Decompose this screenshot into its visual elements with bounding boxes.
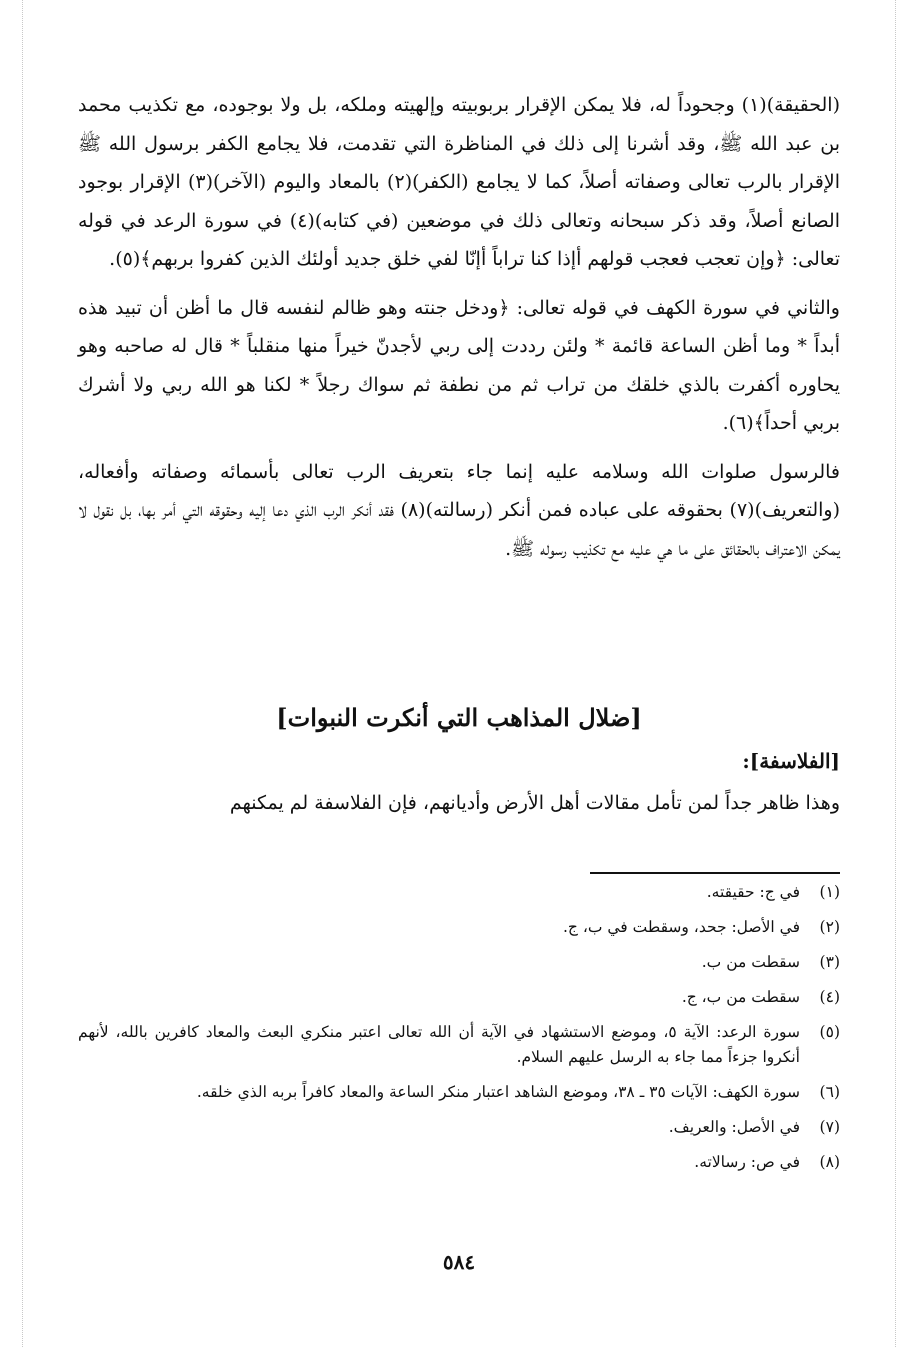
footnote-7 [78,1115,840,1140]
paragraph-2: والثاني في سورة الكهف في قوله تعالى: ﴿ودخل جنته وهو ظالم لنفسه قال ما أظن أن تبيد هذه أبداً * وما أظن الساعة قائمة * ولئن رددت إلى ربي لأجدنّ خيراً منها منقلباً * قال له صاحبه وهو يحاوره أكفرت بالذي خلقك من تراب ثم من نطفة ثم سواك رجلاً * لكنا هو الله ربي ولا أشرك بربي أحداً﴾(٦). [78,296,840,434]
margin-dotted-line-right [895,0,896,1347]
footnote-number: (٥) [819,1023,840,1041]
footnote-8 [78,1150,840,1175]
paragraph-3: فالرسول صلوات الله وسلامه عليه إنما جاء بتعريف الرب تعالى بأسمائه وصفاته وأفعاله، (والتعريف)(٧) بحقوقه على عباده فمن أنكر (رسالته)(٨) فقد أنكر الرب الذي دعا إليه وحقوقه التي أمر بها، بل نقول لا يمكن الاعتراف بالحقائق على ما هي عليه مع تكذيب رسوله ﷺ. [78,460,840,560]
footnote-number: (٢) [819,918,840,936]
main-body [78,86,840,568]
footnote-text: في الأصل: جحد، وسقطت في ب، ج. [563,918,800,936]
footnote-text: في ص: رسالاته. [694,1153,800,1171]
footnote-1 [78,880,840,905]
footnote-text: سورة الكهف: الآيات ٣٥ ـ ٣٨، وموضع الشاهد اعتبار منكر الساعة والمعاد كافراً بربه الذي خلقه. [196,1083,800,1101]
footnote-text: سقطت من ب. [701,953,800,971]
footnote-text: في الأصل: والعريف. [668,1118,800,1136]
footnote-text: سورة الرعد: الآية ٥، وموضع الاستشهاد في الآية أن الله تعالى اعتبر منكري البعث والمعاد كافرين بالله، لأنهم أنكروا جزءاً مما جاء به الرسل عليهم السلام. [78,1023,800,1066]
section-subheading: [الفلاسفة]: [742,749,840,773]
footnote-number: (٤) [819,988,840,1006]
footnote-separator [590,872,840,874]
footnote-number: (٣) [819,953,840,971]
footnote-number: (١) [819,883,840,901]
footnote-3 [78,950,840,975]
footnote-5 [78,1020,840,1070]
footnote-6 [78,1080,840,1105]
section-text: وهذا ظاهر جداً لمن تأمل مقالات أهل الأرض وأديانهم، فإن الفلاسفة لم يمكنهم [229,792,840,814]
paragraph-1: (الحقيقة)(١) وجحوداً له، فلا يمكن الإقرار بربوبيته وإلهيته وملكه، بل ولا بوجوده، مع تكذيب محمد بن عبد الله ﷺ، وقد أشرنا إلى ذلك في المناظرة التي تقدمت، فلا يجامع الكفر برسول الله ﷺ الإقرار بالرب تعالى وصفاته أصلاً، كما لا يجامع (الكفر)(٢) بالمعاد واليوم (الآخر)(٣) الإقرار بوجود الصانع أصلاً، وقد ذكر سبحانه وتعالى ذلك في موضعين (في كتابه)(٤) في سورة الرعد في قوله تعالى: ﴿وإن تعجب فعجب قولهم أإذا كنا تراباً أإنّا لفي خلق جديد أولئك الذين كفروا بربهم﴾(٥). [78,94,840,270]
footnote-2 [78,915,840,940]
footnote-text: في ج: حقيقته. [706,883,800,901]
footnote-text: سقطت من ب، ج. [681,988,800,1006]
footnote-number: (٧) [819,1118,840,1136]
section-heading: [ضلال المذاهب التي أنكرت النبوات] [276,703,642,732]
footnote-4 [78,985,840,1010]
footnote-number: (٨) [819,1153,840,1171]
page-number: ٥٨٤ [442,1250,476,1274]
footnotes [78,880,840,1185]
footnote-number: (٦) [819,1083,840,1101]
margin-dotted-line-left [22,0,23,1347]
